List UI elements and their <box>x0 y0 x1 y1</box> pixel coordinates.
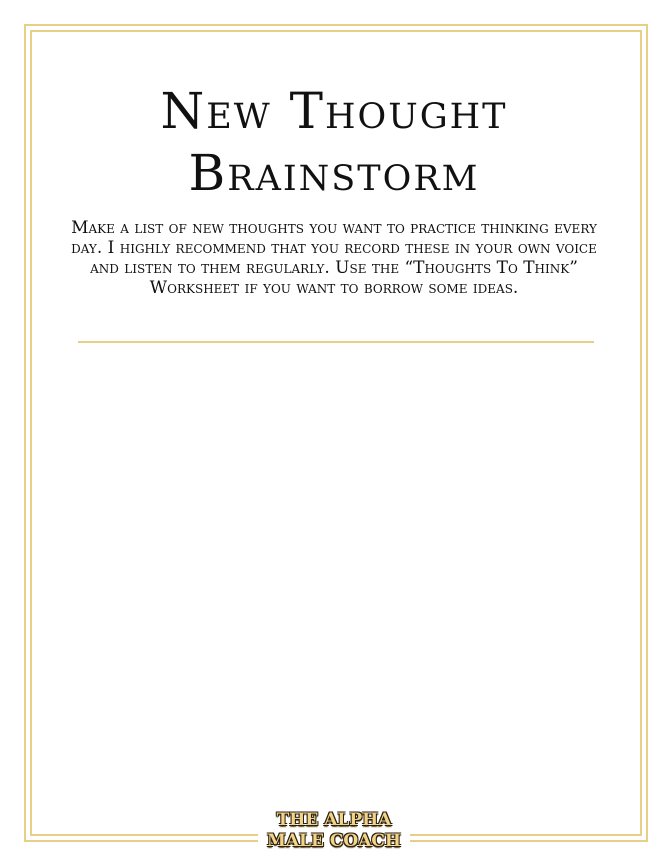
brand-logo-line-2: MALE COACH <box>267 831 401 851</box>
instructions-text: Make a list of new thoughts you want to practice thinking every day. I highly recommend that you record these in your own voice and listen to them regularly. Use the “Thoughts To Think” Worksheet if you want to borrow some ideas. <box>71 218 597 298</box>
page-title-line-1: New Thought <box>160 82 508 140</box>
brand-logo-line-1: THE ALPHA <box>276 810 392 830</box>
page-title <box>34 80 634 204</box>
writing-area[interactable] <box>60 360 608 790</box>
section-divider <box>78 341 594 343</box>
brand-logo <box>258 810 410 860</box>
page-title-line-2: Brainstorm <box>188 144 480 202</box>
